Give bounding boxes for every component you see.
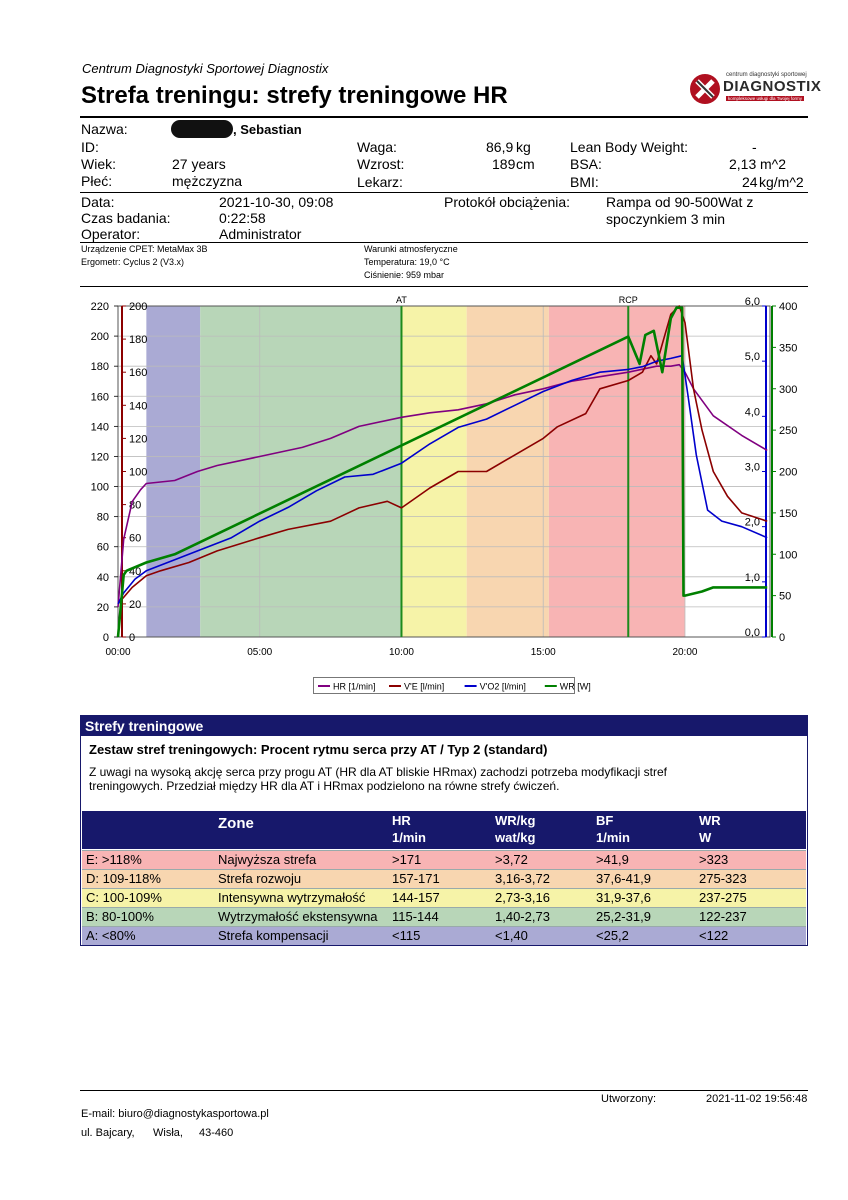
hr-tick-label: 200 (90, 331, 109, 344)
operator-label: Operator: (81, 226, 141, 242)
logo-mark-icon (688, 72, 722, 106)
zone-name: Strefa rozwoju (218, 871, 302, 886)
footer-email: E-mail: biuro@diagnostykasportowa.pl (81, 1108, 269, 1120)
zone-row (82, 907, 806, 926)
vo2-tick-label: 6,0 (744, 296, 760, 308)
col-wrkg-unit: wat/kg (495, 830, 536, 845)
sex-label: Płeć: (81, 173, 113, 189)
wr-tick-label: 100 (779, 549, 798, 562)
zone-wr: 237-275 (699, 890, 747, 905)
date-label: Data: (81, 194, 115, 210)
legend-label: HR [1/min] (333, 681, 376, 692)
protocol-label: Protokół obciążenia: (444, 194, 571, 210)
footer-rule (80, 1090, 808, 1091)
wr-tick-label: 150 (779, 507, 798, 520)
logo (688, 72, 822, 106)
wr-tick-label: 300 (779, 383, 798, 396)
col-hr: HR (392, 813, 411, 828)
col-hr-unit: 1/min (392, 830, 426, 845)
zone-bf: 37,6-41,9 (596, 871, 651, 886)
footer-zip: 43-460 (199, 1127, 234, 1139)
weight-label: Waga: (357, 139, 397, 155)
cpet-chart (80, 292, 808, 697)
ve-tick-label: 120 (129, 433, 148, 446)
col-wrkg: WR/kg (495, 813, 536, 828)
protocol-value-line2: spoczynkiem 3 min (606, 211, 726, 227)
header-rule (80, 116, 808, 118)
zone-wr: <122 (699, 928, 729, 943)
zone-wr: 275-323 (699, 871, 747, 886)
wr-tick-label: 200 (779, 466, 798, 479)
zone-hr: 115-144 (392, 909, 439, 924)
hr-tick-label: 180 (90, 361, 109, 374)
logo-big-text: DIAGNOSTIX (723, 78, 822, 95)
col-wr: WR (699, 813, 721, 828)
redacted-surname (171, 120, 233, 138)
exam-rule (80, 242, 808, 243)
age-label: Wiek: (81, 156, 116, 172)
zones-desc-line1: Z uwagi na wysoką akcję serca przy progu AT (HR dla AT bliskie HRmax) zachodzi potrzeba modyfikacji stref (89, 765, 668, 779)
weight-unit: kg (516, 139, 531, 155)
wr-tick-label: 250 (779, 425, 798, 438)
zone-bf: <25,2 (596, 928, 629, 943)
x-tick-label: 00:00 (105, 647, 131, 658)
ve-tick-label: 80 (129, 499, 142, 512)
zone-bf: 31,9-37,6 (596, 890, 651, 905)
hr-tick-label: 0 (102, 632, 109, 644)
hr-tick-label: 140 (90, 421, 109, 434)
zone-code: C: 100-109% (86, 890, 162, 905)
zone-bf: 25,2-31,9 (596, 909, 651, 924)
hr-tick-label: 100 (90, 481, 109, 494)
threshold-label: AT (396, 295, 407, 305)
exam-time-value: 0:22:58 (219, 210, 266, 226)
wr-tick-label: 350 (779, 342, 798, 355)
zone-band (146, 306, 200, 637)
col-bf: BF (596, 813, 614, 828)
zone-band (200, 306, 401, 637)
name-label: Nazwa: (81, 121, 128, 137)
atm-pressure: Ciśnienie: 959 mbar (364, 270, 445, 280)
zone-wr: 122-237 (699, 909, 747, 924)
zones-title: Strefy treningowe (85, 718, 204, 734)
logo-small-text: centrum diagnostyki sportowej (726, 72, 807, 78)
wr-tick-label: 0 (779, 632, 786, 644)
zone-name: Strefa kompensacji (218, 928, 329, 943)
zone-wrkg: >3,72 (495, 852, 528, 867)
x-tick-label: 10:00 (388, 647, 414, 658)
doctor-label: Lekarz: (357, 174, 403, 190)
height-label: Wzrost: (357, 156, 405, 172)
zone-bf: >41,9 (596, 852, 629, 867)
hr-tick-label: 80 (96, 511, 109, 524)
operator-value: Administrator (219, 226, 302, 242)
hr-tick-label: 20 (96, 601, 109, 614)
footer-street: ul. Bajcary, (81, 1127, 135, 1139)
zone-code: E: >118% (86, 852, 142, 867)
hr-tick-label: 120 (90, 451, 109, 464)
bsa-value: 2,13 (729, 156, 757, 172)
cpet-device: Urządzenie CPET: MetaMax 3B (81, 244, 208, 254)
bmi-unit: kg/m^2 (759, 174, 804, 190)
created-value: 2021-11-02 19:56:48 (706, 1093, 808, 1105)
height-unit: cm (516, 156, 535, 172)
zone-wr: >323 (699, 852, 729, 867)
ve-tick-label: 0 (129, 632, 136, 644)
zones-desc-line2: treningowych. Przedział między HR dla AT i HRmax podzielono na równe strefy ćwiczeń. (89, 779, 560, 793)
zones-header (81, 716, 807, 736)
date-value: 2021-10-30, 09:08 (219, 194, 334, 210)
wr-tick-label: 400 (779, 301, 798, 313)
info-rule (80, 192, 808, 193)
ve-tick-label: 200 (129, 301, 148, 313)
footer-city: Wisła, (153, 1127, 183, 1139)
ergometer-device: Ergometr: Cyclus 2 (V3.x) (81, 257, 185, 267)
protocol-value-line1: Rampa od 90-500Wat z (606, 194, 754, 210)
id-label: ID: (81, 139, 99, 155)
bmi-value: 24 (742, 174, 758, 190)
x-tick-label: 05:00 (247, 647, 273, 658)
legend-label: V'O2 [l/min] (479, 681, 526, 692)
zone-hr: 157-171 (392, 871, 440, 886)
lbw-value: - (752, 139, 757, 155)
wr-tick-label: 50 (779, 590, 792, 603)
zone-name: Wytrzymałość ekstensywna (218, 909, 378, 924)
page-title: Strefa treningu: strefy treningowe HR (81, 82, 508, 109)
zone-row (82, 850, 806, 869)
ve-tick-label: 160 (129, 367, 148, 380)
ve-tick-label: 140 (129, 400, 148, 413)
sex-value: mężczyzna (172, 173, 243, 189)
atm-title: Warunki atmosferyczne (364, 244, 458, 254)
legend-label: V'E [l/min] (404, 681, 445, 692)
zone-row (82, 888, 806, 907)
atm-temperature: Temperatura: 19,0 °C (364, 257, 450, 267)
age-value: 27 years (172, 156, 226, 172)
vo2-tick-label: 0,0 (744, 627, 760, 639)
hr-tick-label: 40 (96, 571, 109, 584)
col-wr-unit: W (699, 830, 712, 845)
zone-code: B: 80-100% (86, 909, 154, 924)
zone-hr: <115 (392, 928, 421, 943)
zone-wrkg: 1,40-2,73 (495, 909, 550, 924)
col-bf-unit: 1/min (596, 830, 630, 845)
zone-wrkg: 3,16-3,72 (495, 871, 550, 886)
bsa-label: BSA: (570, 156, 602, 172)
vo2-tick-label: 1,0 (744, 571, 760, 584)
zone-row (82, 869, 806, 888)
logo-tagline: kompleksowe usługi dla Twojej formy (728, 96, 802, 101)
vo2-tick-label: 3,0 (744, 461, 760, 474)
col-zone: Zone (218, 815, 254, 832)
zone-hr: 144-157 (392, 890, 440, 905)
zone-wrkg: <1,40 (495, 928, 528, 943)
lbw-label: Lean Body Weight: (570, 139, 689, 155)
created-label: Utworzony: (601, 1093, 657, 1105)
center-name: Centrum Diagnostyki Sportowej Diagnostix (82, 61, 329, 76)
zone-name: Najwyższa strefa (218, 852, 317, 867)
ve-tick-label: 100 (129, 466, 148, 479)
zones-subtitle: Zestaw stref treningowych: Procent rytmu serca przy AT / Typ 2 (standard) (89, 742, 548, 757)
hr-tick-label: 60 (96, 541, 109, 554)
bsa-unit: m^2 (760, 156, 787, 172)
ve-tick-label: 60 (129, 532, 142, 545)
legend-label: WR [W] (559, 681, 591, 692)
zone-code: A: <80% (86, 928, 136, 943)
ve-tick-label: 180 (129, 334, 148, 347)
vo2-tick-label: 5,0 (744, 351, 760, 364)
vo2-tick-label: 2,0 (744, 516, 760, 529)
zone-wrkg: 2,73-3,16 (495, 890, 550, 905)
zone-code: D: 109-118% (86, 871, 161, 886)
vo2-tick-label: 4,0 (744, 406, 760, 419)
weight-value: 86,9 (486, 139, 514, 155)
exam-time-label: Czas badania: (81, 210, 171, 226)
devices-rule (80, 286, 808, 287)
x-tick-label: 20:00 (672, 647, 698, 658)
x-tick-label: 15:00 (530, 647, 556, 658)
zone-name: Intensywna wytrzymałość (218, 890, 366, 905)
bmi-label: BMI: (570, 174, 599, 190)
name-value: , Sebastian (233, 122, 302, 137)
zone-hr: >171 (392, 852, 422, 867)
ve-tick-label: 20 (129, 598, 142, 611)
chart-legend (313, 677, 591, 694)
hr-tick-label: 160 (90, 391, 109, 404)
zones-panel (80, 715, 808, 946)
zones-table-header (82, 811, 806, 849)
ve-tick-label: 40 (129, 565, 142, 578)
zone-row (82, 926, 806, 945)
height-value: 189 (492, 156, 516, 172)
threshold-label: RCP (618, 295, 638, 305)
hr-tick-label: 220 (90, 301, 109, 313)
